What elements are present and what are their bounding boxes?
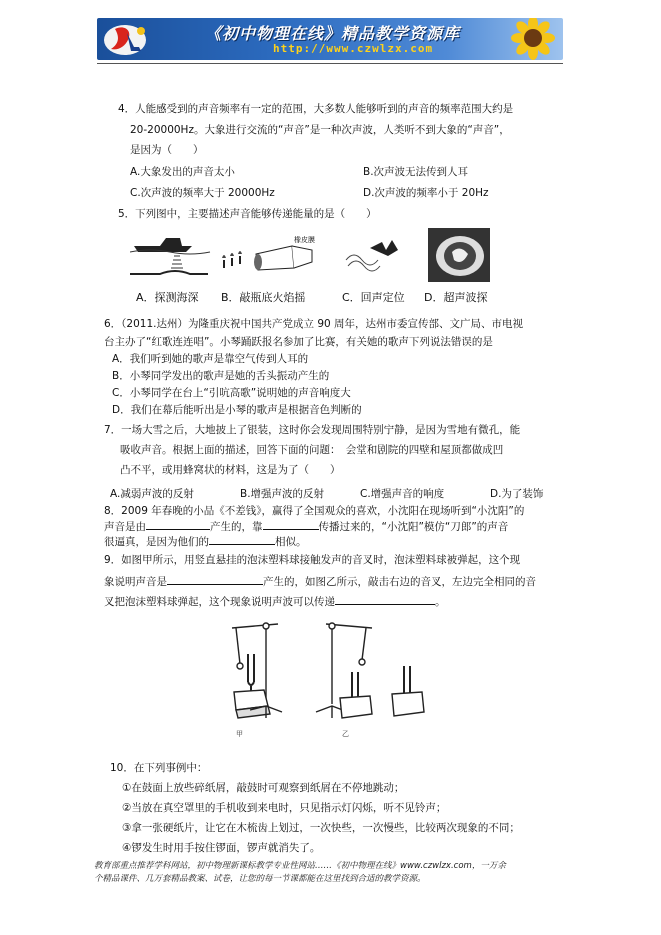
q7-option-d: D.为了装饰 [490,488,544,500]
q4-stem-line-3: 是因为（ ） [130,144,204,156]
q6-option-b: B．小琴同学发出的歌声是她的舌头振动产生的 [112,370,330,382]
ultrasound-image-figure [428,228,490,282]
q9-blank-2[interactable] [335,594,435,605]
page-footer [94,860,574,886]
q9-line-3b: 。 [435,596,446,608]
q5-caption-b: B．敲瓶底火焰摇 [221,291,306,304]
q9-line-2b: 产生的，如图乙所示，敲击右边的音叉，左边完全相同的音 [263,576,536,588]
q6-option-a: A．我们听到她的歌声是靠空气传到人耳的 [112,353,309,365]
header-banner [97,18,563,60]
header-rule [97,63,563,64]
q8-line-2b: 产生的，靠 [210,521,263,533]
figure-yi [316,623,424,718]
q5-caption-a: A．探测海深 [136,291,199,304]
q5-figures [130,228,500,286]
q4-option-b: B.次声波无法传到人耳 [363,166,469,178]
q8-line-3a: 很逼真，是因为他们的 [104,536,209,548]
site-url[interactable]: http://www.czwlzx.com [273,42,434,55]
q7-option-b: B.增强声波的反射 [240,488,325,500]
q8-blank-1[interactable] [146,519,210,530]
q8-line-1: 8．2009 年春晚的小品《不差钱》，赢得了全国观众的喜欢，小沈阳在现场听到“小沈阳”的 [104,505,525,517]
q7-option-c: C.增强声音的响度 [360,488,445,500]
q7-stem-line-2: 吸收声音。根据上面的描述，回答下面的问题： 会堂和剧院的四壁和屋顶都做成凹 [120,444,504,456]
q6-stem-line-2: 台主办了“红歌连连唱”。小琴踊跃报名参加了比赛，有关她的歌声下列说法错误的是 [104,336,493,348]
q8-line-2a: 声音是由 [104,521,146,533]
q7-option-a: A.减弱声波的反射 [110,488,194,500]
q5-stem: 5．下列图中，主要描述声音能够传递能量的是（ ） [118,208,377,220]
bat-echo-figure [346,240,398,271]
q10-item-4: ④锣发生时用手按住锣面，锣声就消失了。 [122,842,321,854]
q8-blank-2[interactable] [263,519,319,530]
bottle-candles-figure [222,235,315,270]
q6-option-d: D．我们在幕后能听出是小琴的歌声是根据音色判断的 [112,404,362,416]
q8-line-2 [104,519,508,534]
q7-stem-line-1: 7．一场大雪之后，大地披上了银装，这时你会发现周围特别宁静，是因为雪地有微孔，能 [104,424,521,436]
footer-line-1: 教育部重点推荐学科网站，初中物理新课标教学专业性网站……《初中物理在线》www.czwlzx.com，一万余 [94,861,506,871]
q6-stem-line-1: 6．（2011.达州）为隆重庆祝中国共产党成立 90 周年，达州市委宣传部、文广局、市电视 [104,318,524,330]
q8-line-3 [104,534,307,549]
q4-option-a: A.大象发出的声音太小 [130,166,235,178]
site-logo-icon [101,21,157,57]
q10-item-1: ①在鼓面上放些碎纸屑，敲鼓时可观察到纸屑在不停地跳动； [122,782,405,794]
tuning-fork-figure [212,614,462,744]
q8-line-3b: 相似。 [275,536,307,548]
q4-stem-line-2: 20-20000Hz。大象进行交流的“声音”是一种次声波，人类听不到大象的“声音”， [130,124,510,136]
q6-option-c: C．小琴同学在台上“引吭高歌”说明她的声音响度大 [112,387,351,399]
q7-stem-line-3: 凸不平，或用蜂窝状的材料，这是为了（ ） [120,464,341,476]
figure-jia-label: 甲 [236,730,243,738]
q8-line-2c: 传播过来的，“小沈阳”模仿“刀郎”的声音 [318,521,509,533]
q4-option-d: D.次声波的频率小于 20Hz [363,187,489,199]
q10-stem: 10．在下列事例中： [110,762,208,774]
q4-option-c: C.次声波的频率大于 20000Hz [130,187,275,199]
q10-item-3: ③拿一张硬纸片，让它在木梳齿上划过，一次快些，一次慢些，比较两次现象的不同； [122,822,520,834]
q9-line-3a: 叉把泡沫塑料球弹起，这个现象说明声波可以传递 [104,596,335,608]
q5-caption-c: C．回声定位 [342,291,405,304]
q9-line-3 [104,594,446,609]
bottle-membrane-label: 橡皮膜 [294,236,315,244]
q9-line-1: 9．如图甲所示，用竖直悬挂的泡沫塑料球接触发声的音叉时，泡沫塑料球被弹起，这个现 [104,554,521,566]
footer-line-2: 个精品课件、几万套精品教案、试卷，让您的每一节课都能在这里找到合适的教学资源。 [94,874,426,884]
q4-stem-line-1: 4．人能感受到的声音频率有一定的范围，大多数人能够听到的声音的频率范围大约是 [118,103,514,115]
sunflower-icon [491,18,561,60]
sonar-ship-figure [130,238,210,274]
q9-blank-1[interactable] [167,574,263,585]
q10-item-2: ②当放在真空罩里的手机收到来电时，只见指示灯闪烁，听不见铃声； [122,802,447,814]
site-title: 《初中物理在线》精品教学资源库 [205,24,461,43]
figure-yi-label: 乙 [342,730,349,738]
figure-jia [232,623,282,718]
q9-line-2 [104,574,536,589]
q5-caption-d: D．超声波探 [424,291,488,304]
q8-blank-3[interactable] [209,534,275,545]
q9-line-2a: 象说明声音是 [104,576,167,588]
